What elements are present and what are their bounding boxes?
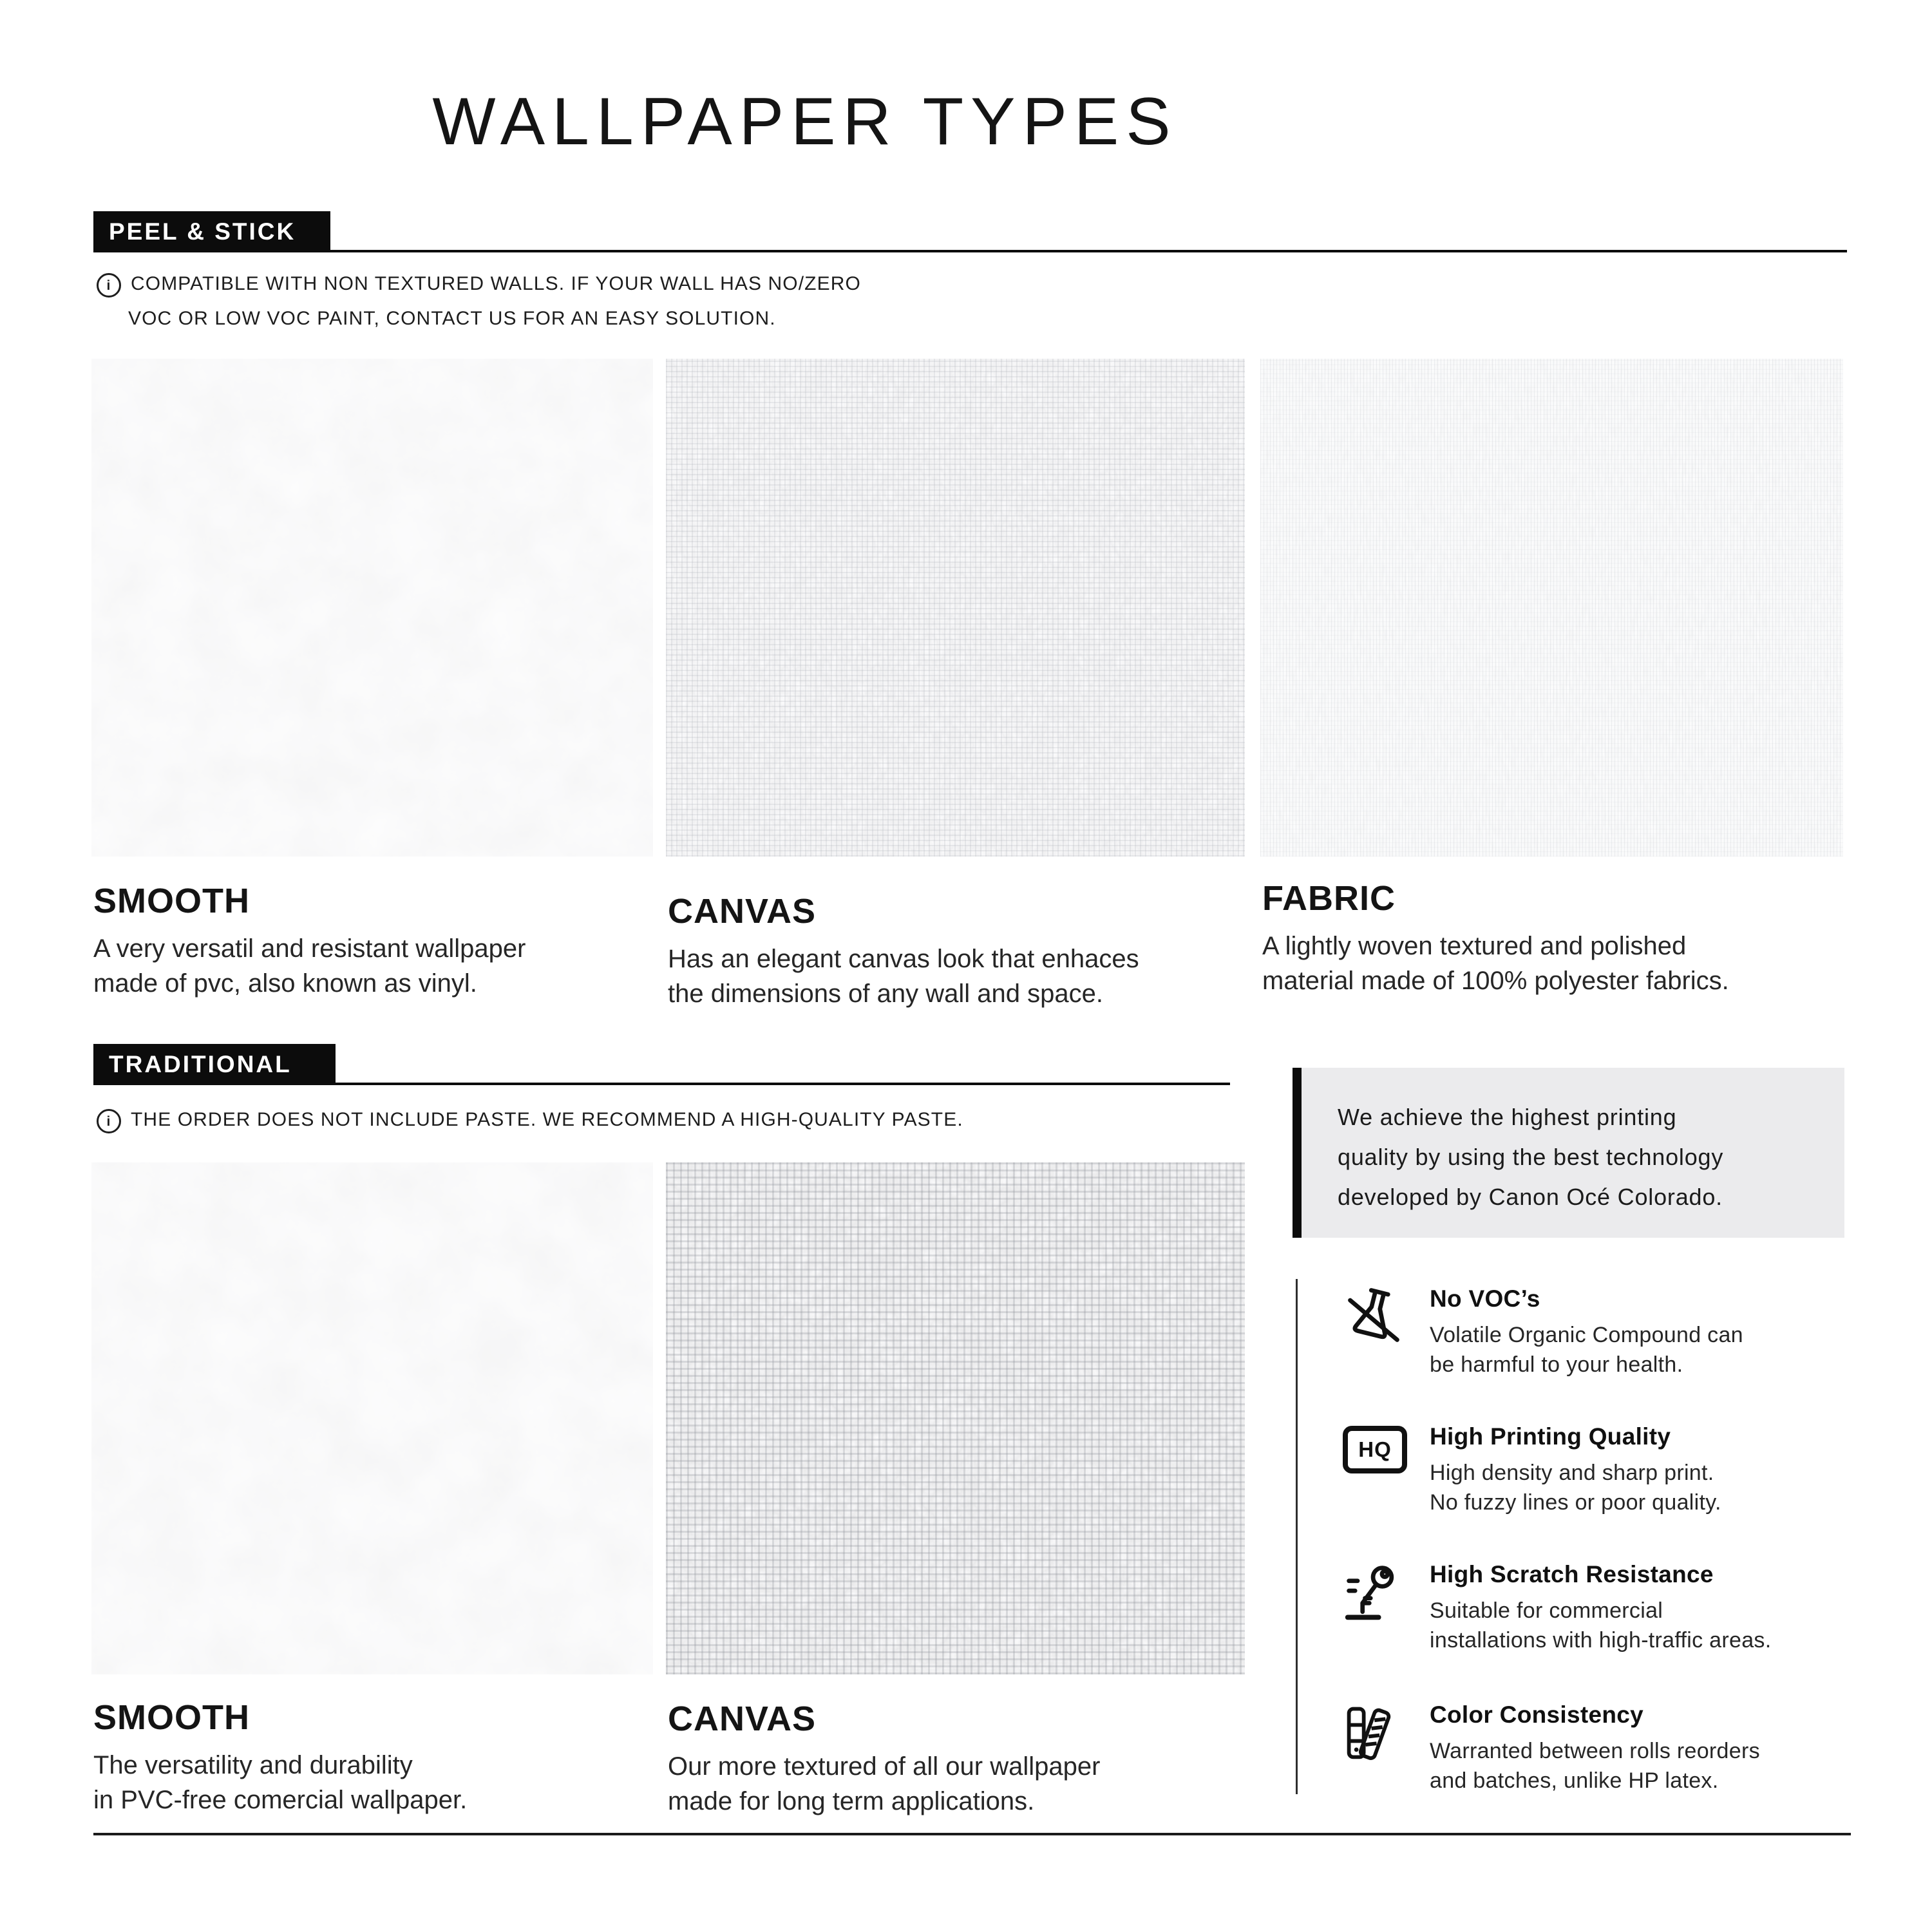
desc-line: made for long term applications. [668,1787,1035,1815]
desc-line: High density and sharp print. [1430,1461,1714,1485]
desc-line: Volatile Organic Compound can [1430,1323,1743,1347]
flask-crossed-icon [1343,1285,1405,1347]
desc-line: No fuzzy lines or poor quality. [1430,1490,1721,1515]
swatch-description [668,1749,1251,1819]
traditional-section-label: TRADITIONAL [109,1051,292,1077]
peel-fabric-label [1262,878,1852,998]
hq-badge-icon: HQ [1343,1426,1407,1473]
bottom-rule [93,1833,1851,1835]
feature-title: Color Consistency [1430,1701,1643,1728]
desc-line: and batches, unlike HP latex. [1430,1768,1719,1793]
swatch-name: SMOOTH [93,1698,250,1737]
desc-line: Has an elegant canvas look that enhaces [668,945,1139,973]
feature-title: No VOC’s [1430,1285,1540,1312]
canvas-weave-overlay [666,359,1245,857]
features-divider-line [1296,1279,1298,1794]
traditional-canvas-label [668,1699,1251,1819]
peel-smooth-label [93,881,663,1001]
feature-description [1430,1458,1858,1517]
swatch-description [668,942,1251,1011]
desc-line: A very versatil and resistant wallpaper [93,934,526,963]
key-scratch-icon [1343,1561,1405,1623]
desc-line: in PVC-free comercial wallpaper. [93,1786,468,1814]
fabric-weave-overlay [1260,359,1843,857]
traditional-info-text-1: THE ORDER DOES NOT INCLUDE PASTE. WE RECOMMEND A HIGH-QUALITY PASTE. [131,1109,963,1130]
quote-line: developed by Canon Océ Colorado. [1338,1184,1723,1210]
feature-body [1430,1423,1858,1517]
peel-info-line-2 [128,301,861,336]
color-swatchbook-icon [1343,1701,1405,1763]
desc-line: material made of 100% polyester fabrics. [1262,967,1729,995]
desc-line: the dimensions of any wall and space. [668,980,1103,1008]
page-title: WALLPAPER TYPES [432,84,1178,159]
feature-high-scratch-resistance [1343,1561,1858,1655]
desc-line: Our more textured of all our wallpaper [668,1752,1101,1781]
desc-line: installations with high-traffic areas. [1430,1628,1772,1653]
peel-info-text-2: VOC OR LOW VOC PAINT, CONTACT US FOR AN EASY SOLUTION. [128,308,776,329]
feature-high-printing-quality [1343,1423,1858,1517]
desc-line: The versatility and durability [93,1751,413,1779]
peel-section-label-box [93,211,330,252]
feature-description [1430,1320,1858,1379]
swatch-description [93,931,663,1001]
desc-line: Warranted between rolls reorders [1430,1739,1760,1763]
feature-title: High Scratch Resistance [1430,1561,1714,1587]
swatch-name: CANVAS [668,1700,817,1738]
feature-body [1430,1701,1858,1795]
swatch-name: SMOOTH [93,882,250,920]
traditional-section-label-box [93,1044,336,1085]
peel-fabric-swatch [1260,359,1843,857]
peel-canvas-swatch [666,359,1245,857]
desc-line: be harmful to your health. [1430,1352,1683,1377]
swatch-name: FABRIC [1262,879,1396,918]
peel-section-label: PEEL & STICK [109,218,296,245]
heavy-canvas-weave-overlay [666,1162,1245,1674]
desc-line: Suitable for commercial [1430,1598,1663,1623]
feature-body [1430,1285,1858,1379]
traditional-smooth-swatch [91,1162,653,1674]
traditional-info-note [97,1103,963,1137]
desc-line: made of pvc, also known as vinyl. [93,969,477,998]
peel-canvas-label [668,891,1251,1011]
quote-accent-bar [1293,1068,1302,1238]
smooth-texture [91,1162,653,1674]
feature-body [1430,1561,1858,1655]
info-circle-icon: i [97,273,121,298]
feature-no-vocs [1343,1285,1858,1379]
swatch-name: CANVAS [668,892,817,931]
traditional-smooth-label [93,1698,663,1817]
swatch-description [93,1748,663,1817]
swatch-description [1262,929,1852,998]
feature-description [1430,1596,1858,1655]
feature-title: High Printing Quality [1430,1423,1671,1450]
peel-info-text-1: COMPATIBLE WITH NON TEXTURED WALLS. IF YOUR WALL HAS NO/ZERO [131,273,861,294]
traditional-canvas-swatch [666,1162,1245,1674]
desc-line: A lightly woven textured and polished [1262,932,1687,960]
peel-info-note [97,267,861,336]
peel-info-line-1 [97,267,861,301]
quote-line: quality by using the best technology [1338,1144,1724,1170]
quote-line: We achieve the highest printing [1338,1104,1677,1130]
traditional-info-line-1 [97,1103,963,1137]
info-circle-icon: i [97,1109,121,1133]
peel-section-rule [93,250,1847,252]
smooth-texture [91,359,653,857]
peel-smooth-swatch [91,359,653,857]
printing-quality-quote [1302,1068,1844,1238]
feature-color-consistency [1343,1701,1858,1795]
feature-description [1430,1736,1858,1795]
